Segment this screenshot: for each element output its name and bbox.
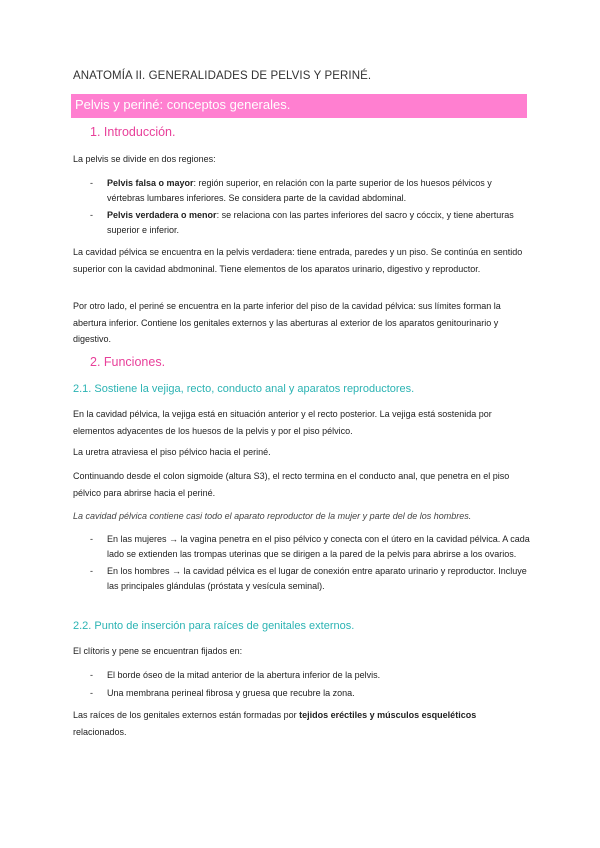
reproductive-list [90, 532, 530, 596]
funciones-paragraph-3: Continuando desde el colon sigmoide (altura S3), el recto termina en el conducto anal, que penetra en el piso pélvico para abrirse hacia el periné. [73, 471, 510, 498]
list-item-term: Pelvis verdadera o menor [107, 210, 217, 220]
list-item-text: En las mujeres → la vagina penetra en el piso pélvico y conecta con el útero en la cavidad pélvica. A cada lado se extienden las trompas uterinas que se dirigen a la pared de la pelvis para abrirse a los ovarios. [107, 534, 530, 559]
list-item-text: El borde óseo de la mitad anterior de la abertura inferior de la pelvis. [107, 670, 381, 680]
list-item: - Una membrana perineal fibrosa y gruesa que recubre la zona. [90, 687, 355, 698]
section-banner [71, 94, 527, 118]
list-item-text: En los hombres → la cavidad pélvica es el lugar de conexión entre aparato urinario y reproductor. Incluye las principales glándulas (próstata y vesícula seminal). [107, 566, 527, 591]
list-item: - En los hombres → la cavidad pélvica es el lugar de conexión entre aparato urinario y reproductor. Incluye las principales glándulas (próstata y vesícula seminal). [90, 566, 527, 591]
insercion-list [90, 668, 530, 703]
list-item: - El borde óseo de la mitad anterior de la abertura inferior de la pelvis. [90, 670, 381, 680]
funciones-italic-note: La cavidad pélvica contiene casi todo el aparato reproductor de la mujer y parte del de los hombres. [73, 511, 472, 521]
intro-paragraph-2: La cavidad pélvica se encuentra en la pelvis verdadera: tiene entrada, paredes y un piso. Se continúa en sentido superior con la cavidad abdmoninal. Tiene elementos de los aparatos urinario, digestivo y reproductor. [73, 247, 523, 274]
heading-funciones: 2. Funciones. [90, 355, 166, 369]
heading-introduccion: 1. Introducción. [90, 125, 176, 139]
list-item: - En las mujeres → la vagina penetra en el piso pélvico y conecta con el útero en la cavidad pélvica. A cada lado se extienden las trompas uterinas que se dirigen a la pared de la pelvis para abrirse a los ovarios. [90, 534, 530, 559]
list-item: - Pelvis falsa o mayor: región superior, en relación con la parte superior de los huesos pélvicos y vértebras lumbares inferiores. Se considera parte de la cavidad abdominal. [90, 178, 492, 203]
list-item-text: : se relaciona con las partes inferiores del sacro y cóccix, y tiene aberturas superior e inferior. [107, 210, 514, 235]
list-item: - Pelvis verdadera o menor: se relaciona con las partes inferiores del sacro y cóccix, y tiene aberturas superior e inferior. [90, 210, 514, 235]
insercion-paragraph-1: El clítoris y pene se encuentran fijados en: [73, 646, 243, 656]
intro-paragraph-1: La pelvis se divide en dos regiones: [73, 154, 216, 164]
pelvis-regions-list [90, 176, 530, 240]
list-item-text: : región superior, en relación con la parte superior de los huesos pélvicos y vértebras lumbares inferiores. Se considera parte de la cavidad abdominal. [107, 178, 492, 203]
subheading-2-1: 2.1. Sostiene la vejiga, recto, conducto anal y aparatos reproductores. [73, 383, 415, 395]
banner-title: Pelvis y periné: conceptos generales. [75, 97, 291, 112]
list-item-text: Una membrana perineal fibrosa y gruesa que recubre la zona. [107, 687, 355, 698]
subheading-2-2: 2.2. Punto de inserción para raíces de genitales externos. [73, 620, 355, 632]
list-item-term: Pelvis falsa o mayor [107, 178, 194, 188]
document-title: ANATOMÍA II. GENERALIDADES DE PELVIS Y PERINÉ. [73, 70, 372, 82]
intro-paragraph-3: Por otro lado, el periné se encuentra en la parte inferior del piso de la cavidad pélvica: sus límites forman la abertura inferior. Contiene los genitales externos y las aberturas al exterior de los aparatos genitourinario y digestivo. [73, 301, 501, 344]
funciones-paragraph-1: En la cavidad pélvica, la vejiga está en situación anterior y el recto posterior. La vejiga está sostenida por elementos adyacentes de los huesos de la pelvis y por el piso pélvico. [73, 409, 492, 436]
insercion-paragraph-2: Las raíces de los genitales externos están formadas por tejidos eréctiles y músculos esqueléticos relacionados. [73, 710, 477, 737]
funciones-paragraph-2: La uretra atraviesa el piso pélvico hacia el periné. [73, 447, 271, 457]
